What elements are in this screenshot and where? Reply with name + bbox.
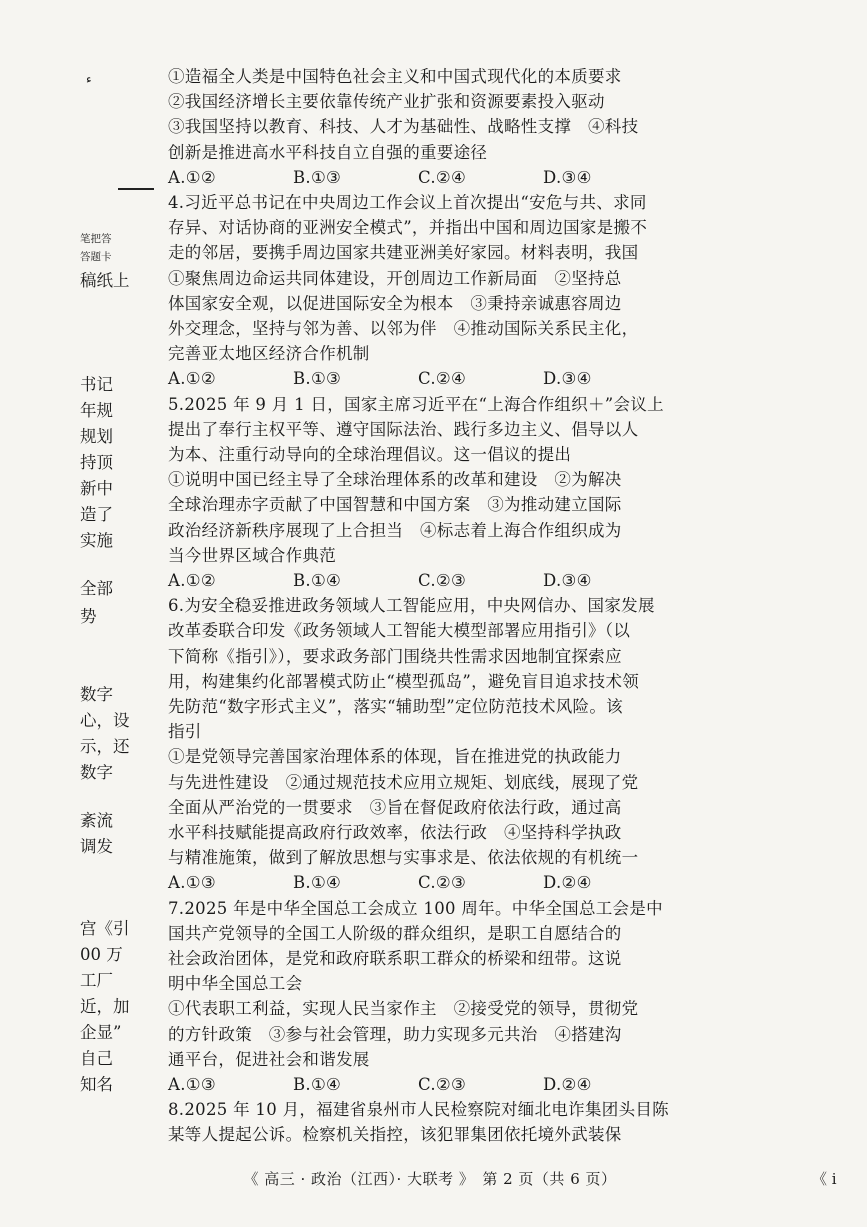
clipped-fragment: 自己: [80, 1049, 113, 1068]
question-text-line: 指引: [168, 722, 202, 742]
question-text-line: 改革委联合印发《政务领域人工智能大模型部署应用指引》（以: [168, 621, 631, 641]
clipped-fragment: 书记: [80, 375, 113, 394]
question-text-line: 用，构建集约化部署模式防止“模型孤岛”，避免盲目追求技术领: [168, 671, 640, 691]
corner-mark: ء: [86, 72, 92, 86]
divider-rule: [118, 188, 154, 190]
answer-option: C.②③: [418, 1075, 467, 1094]
clipped-fragment: 00 万: [80, 945, 123, 964]
answer-option: B.①④: [293, 873, 342, 893]
clipped-fragment: 示，还: [80, 737, 130, 756]
clipped-fragment: 答题卡: [80, 251, 112, 263]
question-text-line: 走的邻居，要携手周边国家共建亚洲美好家园。材料表明，我国: [168, 243, 639, 263]
answer-options: [168, 366, 668, 391]
question-text-line: 下简称《指引》），要求政务部门围绕共性需求因地制宜探索应: [168, 646, 622, 666]
answer-option: C.②④: [418, 167, 467, 187]
clipped-fragment: 企显”: [80, 1023, 122, 1042]
clipped-fragment: 心，设: [80, 711, 130, 730]
question-text-line: 明中华全国总工会: [168, 974, 303, 994]
answer-option: A.①②: [168, 571, 216, 590]
answer-option: A.①③: [168, 1075, 216, 1094]
clipped-fragment: 年规: [80, 401, 113, 420]
question-text-line: 创新是推进高水平科技自立自强的重要途径: [168, 142, 488, 162]
question-text-line: 先防范“数字形式主义”，落实“辅助型”定位防范技术风险。该: [168, 697, 623, 716]
question-text-line: 通平台，促进社会和谐发展: [168, 1049, 370, 1069]
answer-option: D.②④: [543, 1075, 592, 1094]
question-text-line: 的方针政策 ③参与社会管理，助力实现多元共治 ④搭建沟: [168, 1024, 622, 1044]
answer-option: B.①④: [293, 571, 342, 590]
question-text-line: ①造福全人类是中国特色社会主义和中国式现代化的本质要求: [168, 67, 622, 86]
answer-option: A.①②: [168, 369, 216, 389]
clipped-fragment: 规划: [80, 427, 113, 446]
answer-option: A.①②: [168, 167, 216, 187]
clipped-fragment: 工厂: [80, 971, 113, 990]
answer-option: C.②③: [418, 571, 467, 590]
clipped-fragment: 紊流: [80, 811, 113, 830]
question-text-line: 7.2025 年是中华全国总工会成立 100 周年。中华全国总工会是中: [168, 898, 663, 918]
clipped-fragment: 稿纸上: [80, 271, 130, 290]
question-text-line: 为本、注重行动导向的全球治理倡议。这一倡议的提出: [168, 445, 572, 464]
clipped-fragment: 新中: [80, 479, 113, 498]
question-text-line: ①聚焦周边命运共同体建设，开创周边工作新局面 ②坚持总: [168, 268, 622, 288]
question-text-line: 与精准施策，做到了解放思想与实事求是、依法依规的有机统一: [168, 848, 639, 868]
question-text-line: 与先进性建设 ②通过规范技术应用立规矩、划底线，展现了党: [168, 772, 639, 792]
clipped-fragment: 实施: [80, 531, 113, 550]
answer-option: C.②④: [418, 369, 467, 389]
question-text-line: 当今世界区域合作典范: [168, 545, 336, 565]
question-text-line: 完善亚太地区经济合作机制: [168, 344, 370, 364]
question-text-line: 8.2025 年 10 月，福建省泉州市人民检察院对缅北电诈集团头目陈: [168, 1100, 669, 1120]
question-text-line: 5.2025 年 9 月 1 日，国家主席习近平在“上海合作组织＋”会议上: [168, 394, 664, 414]
question-text-line: 政治经济新秩序展现了上合担当 ④标志着上海合作组织成为: [168, 520, 622, 540]
answer-option: D.③④: [543, 571, 592, 590]
question-text-line: 体国家安全观，以促进国际安全为根本 ③秉持亲诚惠容周边: [168, 293, 622, 313]
page-footer-next: 《 i: [812, 1170, 837, 1188]
question-text-line: 提出了奉行主权平等、遵守国际法治、践行多边主义、倡导以人: [168, 419, 639, 439]
answer-options: [168, 165, 668, 190]
page-footer: 《 高三 · 政治（江西）· 大联考 》 第 2 页（共 6 页）: [243, 1170, 617, 1188]
clipped-fragment: 造了: [80, 505, 113, 524]
question-text-line: ②我国经济增长主要依靠传统产业扩张和资源要素投入驱动: [168, 92, 605, 112]
answer-option: B.①③: [293, 369, 342, 389]
question-text-line: 4.习近平总书记在中央周边工作会议上首次提出“安危与共、求同: [168, 193, 647, 212]
question-text-line: 6.为安全稳妥推进政务领域人工智能应用，中央网信办、国家发展: [168, 596, 655, 616]
question-text-line: 某等人提起公诉。检察机关指控，该犯罪集团依托境外武装保: [168, 1125, 622, 1145]
answer-option: B.①④: [293, 1075, 342, 1094]
answer-option: D.③④: [543, 369, 592, 389]
clipped-fragment: 持顶: [80, 453, 113, 472]
answer-options: [168, 1072, 668, 1097]
clipped-fragment: 调发: [80, 837, 113, 856]
answer-option: A.①③: [168, 873, 216, 893]
question-text-line: ①代表职工利益，实现人民当家作主 ②接受党的领导，贯彻党: [168, 999, 639, 1019]
question-text-line: ①说明中国已经主导了全球治理体系的改革和建设 ②为解决: [168, 470, 622, 490]
clipped-fragment: 势: [80, 607, 97, 626]
clipped-fragment: 数字: [80, 763, 113, 782]
question-text-line: 全球治理赤字贡献了中国智慧和中国方案 ③为推动建立国际: [168, 495, 622, 515]
question-text-line: 社会政治团体，是党和政府联系职工群众的桥梁和纽带。这说: [168, 949, 622, 968]
answer-options: [168, 870, 668, 895]
question-text-line: ①是党领导完善国家治理体系的体现，旨在推进党的执政能力: [168, 747, 622, 767]
clipped-fragment: 数字: [80, 685, 113, 704]
question-text-line: 水平科技赋能提高政府行政效率，依法行政 ④坚持科学执政: [168, 823, 622, 842]
answer-option: C.②③: [418, 873, 467, 893]
question-text-line: ③我国坚持以教育、科技、人才为基础性、战略性支撑 ④科技: [168, 117, 639, 137]
clipped-fragment: 知名: [80, 1075, 113, 1094]
answer-option: D.②④: [543, 873, 592, 893]
answer-options: [168, 568, 668, 593]
answer-option: B.①③: [293, 167, 342, 187]
clipped-fragment: 全部: [80, 579, 113, 598]
answer-option: D.③④: [543, 167, 592, 187]
question-text-line: 外交理念，坚持与邻为善、以邻为伴 ④推动国际关系民主化，: [168, 319, 639, 338]
question-text-line: 存异、对话协商的亚洲安全模式”，并指出中国和周边国家是搬不: [168, 218, 648, 238]
question-text-line: 全面从严治党的一贯要求 ③旨在督促政府依法行政，通过高: [168, 797, 622, 817]
question-text-line: 国共产党领导的全国工人阶级的群众组织，是职工自愿结合的: [168, 923, 622, 943]
clipped-fragment: 笔把答: [80, 233, 112, 245]
clipped-fragment: 近，加: [80, 997, 130, 1016]
clipped-fragment: 宫《引: [80, 919, 130, 938]
